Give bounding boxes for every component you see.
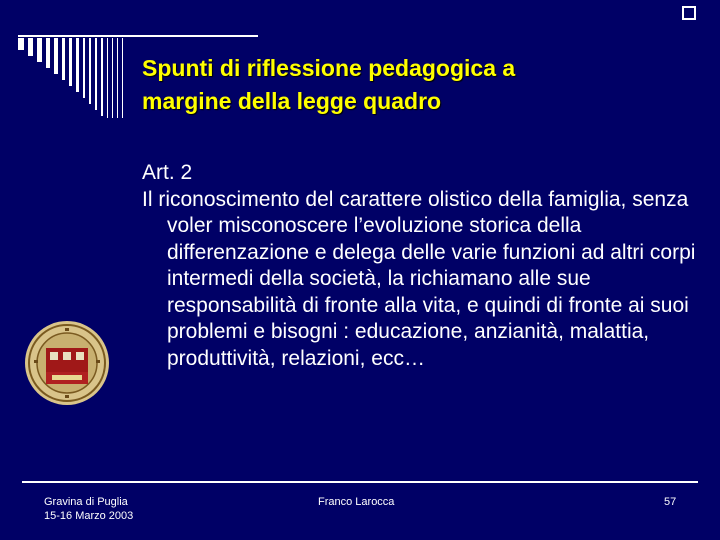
title-line-1: Spunti di riflessione pedagogica a — [142, 55, 516, 81]
article-label: Art. 2 — [142, 161, 193, 184]
footer-page-number: 57 — [664, 496, 677, 508]
footer-date: 15-16 Marzo 2003 — [44, 510, 134, 522]
title-line-2: margine della legge quadro — [142, 88, 442, 114]
slide-body — [142, 160, 702, 372]
footer-location: Gravina di Puglia — [44, 496, 128, 508]
municipal-seal-logo — [24, 320, 110, 406]
square-outline-icon — [682, 6, 696, 20]
footer-author: Franco Larocca — [318, 496, 395, 508]
footer-divider — [22, 481, 698, 483]
article-paragraph: Il riconoscimento del carattere olistico della famiglia, senza voler misconoscere l’evoluzione storica della differenzazione e delega delle varie funzioni ad altri corpi intermedi della società, la richiamano alle sue responsabilità di fronte alla vita, e quindi di fronte ai suoi problemi e bisogni : educazione, anzianità, malattia, produttività, relazioni, ecc… — [142, 187, 696, 370]
footer-location-date — [44, 495, 133, 523]
slide-title — [142, 52, 682, 118]
